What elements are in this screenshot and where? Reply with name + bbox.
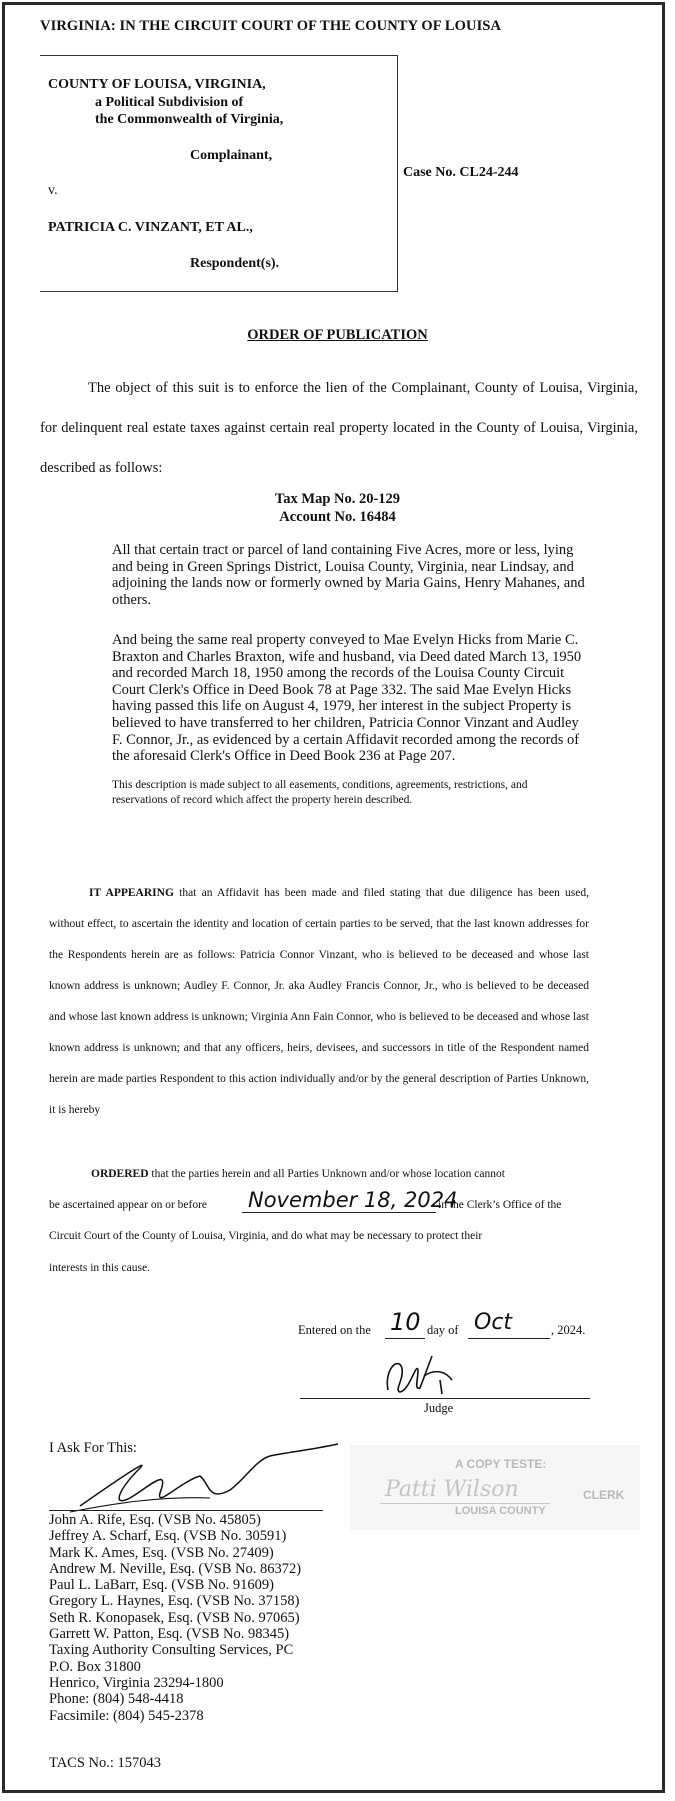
ordered-lead: ORDERED <box>91 1168 149 1180</box>
stamp-copy-teste: A COPY TESTE: <box>455 1457 547 1471</box>
judge-signature <box>380 1350 460 1400</box>
clerk-copy-stamp <box>350 1445 640 1530</box>
stamp-signature: Patti Wilson <box>385 1477 519 1502</box>
intro-paragraph: The object of this suit is to enforce the lien of the Complainant, County of Louisa, Virginia, for delinquent real estate taxes against certain real property located in the County of Louisa, Virginia, described as follows: <box>40 380 638 476</box>
deadline-handwritten: November 18, 2024 <box>248 1188 458 1212</box>
entered-month-handwritten: Oct <box>474 1310 513 1335</box>
counsel-line: Garrett W. Patton, Esq. (VSB No. 98345) <box>49 1626 290 1643</box>
firm-name: Taxing Authority Consulting Services, PC <box>49 1642 294 1659</box>
ordered-line-3: Circuit Court of the County of Louisa, Virginia, and do what may be necessary to protect their <box>49 1230 483 1242</box>
counsel-line: Jeffrey A. Scharf, Esq. (VSB No. 30591) <box>49 1528 287 1545</box>
tacs-number: TACS No.: 157043 <box>49 1755 162 1771</box>
ordered-line-1 <box>49 1168 505 1180</box>
entered-month-underline <box>468 1338 550 1339</box>
counsel-signature <box>60 1438 350 1518</box>
deadline-underline <box>242 1212 436 1213</box>
judge-label: Judge <box>424 1401 454 1415</box>
entered-year: , 2024. <box>551 1323 586 1337</box>
firm-phone: Phone: (804) 548-4418 <box>49 1691 184 1708</box>
ordered-text-2b: in the Clerk’s Office of the <box>438 1199 562 1211</box>
counsel-line: Gregory L. Haynes, Esq. (VSB No. 37158) <box>49 1593 300 1610</box>
stamp-clerk: CLERK <box>583 1488 625 1502</box>
complainant-subdivision: a Political Subdivision of <box>95 95 244 110</box>
counsel-line: Seth R. Konopasek, Esq. (VSB No. 97065) <box>49 1609 300 1626</box>
case-number: Case No. CL24-244 <box>403 165 519 180</box>
stamp-county: LOUISA COUNTY <box>455 1505 546 1517</box>
counsel-line: Andrew M. Neville, Esq. (VSB No. 86372) <box>49 1560 302 1577</box>
respondent-role: Respondent(s). <box>190 256 280 271</box>
counsel-line: John A. Rife, Esq. (VSB No. 45805) <box>49 1512 261 1528</box>
i-ask-for-this: I Ask For This: <box>49 1440 137 1456</box>
firm-po-box: P.O. Box 31800 <box>49 1658 141 1675</box>
complainant-name: COUNTY OF LOUISA, VIRGINIA, <box>48 77 266 92</box>
legal-description-2: And being the same real property conveyed to Mae Evelyn Hicks from Marie C. Braxton and Charles Braxton, wife and husband, via Deed dated March 13, 1950 and recorded March 18, 1950 among the records of the Louisa County Circuit Court Clerk's Office in Deed Book 78 at Page 332. The said Mae Evelyn Hicks having passed this life on August 4, 1979, her interest in the subject Property is believed to have transferred to her children, Patricia Connor Vinzant and Audley F. Connor, Jr., as evidenced by a certain Affidavit recorded among the records of the aforesaid Clerk's Office in Deed Book 236 at Page 207. <box>112 632 582 765</box>
entered-prefix: Entered on the <box>298 1323 371 1337</box>
entered-day-of: day of <box>427 1323 459 1337</box>
it-appearing-lead: IT APPEARING <box>89 887 174 899</box>
legal-description-1: All that certain tract or parcel of land containing Five Acres, more or less, lying and being in Green Springs District, Louisa County, Virginia, near Lindsay, and adjoining the lands now or formerly owned by Maria Gains, Henry Mahanes, and others. <box>112 542 585 608</box>
firm-city: Henrico, Virginia 23294-1800 <box>49 1674 224 1691</box>
it-appearing-text: that an Affidavit has been made and filed stating that due diligence has been used, without effect, to ascertain the identity and location of certain parties to be served, that the last known addresses for the Respondents herein are as follows: Patricia Connor Vinzant, who is believed to be deceased and whose last known address is unknown; Audley F. Connor, Jr. aka Audley Francis Connor, Jr., who is believed to be deceased and whose last known address is unknown; Virginia Ann Fain Connor, who is believed to be deceased and whose last known address is unknown; and that any officers, heirs, devisees, and successors in title of the Respondent named herein are made parties Respondent to this action individually and/or by the general description of Parties Unknown, it is hereby <box>49 887 590 1116</box>
it-appearing-paragraph <box>49 878 589 1126</box>
stamp-line <box>380 1503 550 1504</box>
ordered-line-2 <box>49 1199 207 1211</box>
order-title: ORDER OF PUBLICATION <box>247 327 428 343</box>
counsel-line: Mark K. Ames, Esq. (VSB No. 27409) <box>49 1544 274 1561</box>
counsel-block <box>49 1512 301 1724</box>
versus: v. <box>48 183 58 198</box>
counsel-line: Paul L. LaBarr, Esq. (VSB No. 91609) <box>49 1577 274 1594</box>
complainant-role: Complainant, <box>190 148 273 163</box>
entered-day-underline <box>385 1338 425 1339</box>
tax-map-number: Tax Map No. 20-129 <box>274 491 401 507</box>
ordered-text-2a: be ascertained appear on or before <box>49 1199 208 1211</box>
ordered-line-4: interests in this cause. <box>49 1262 150 1274</box>
court-header: VIRGINIA: IN THE CIRCUIT COURT OF THE COUNTY OF LOUISA <box>40 18 502 34</box>
subject-to-text: This description is made subject to all easements, conditions, agreements, restrictions, and reservations of record which affect the property herein described. <box>112 779 528 806</box>
counsel-signature-line <box>49 1510 323 1511</box>
respondent-name: PATRICIA C. VINZANT, ET AL., <box>48 220 253 235</box>
tax-map-block <box>0 490 675 526</box>
complainant-commonwealth: the Commonwealth of Virginia, <box>95 112 284 127</box>
firm-fax: Facsimile: (804) 545-2378 <box>49 1707 204 1724</box>
entered-day-handwritten: 10 <box>390 1308 421 1336</box>
judge-signature-line <box>300 1398 590 1399</box>
account-number: Account No. 16484 <box>279 509 396 525</box>
ordered-text-1: that the parties herein and all Parties Unknown and/or whose location cannot <box>148 1168 505 1180</box>
subject-to-clause <box>112 778 542 808</box>
